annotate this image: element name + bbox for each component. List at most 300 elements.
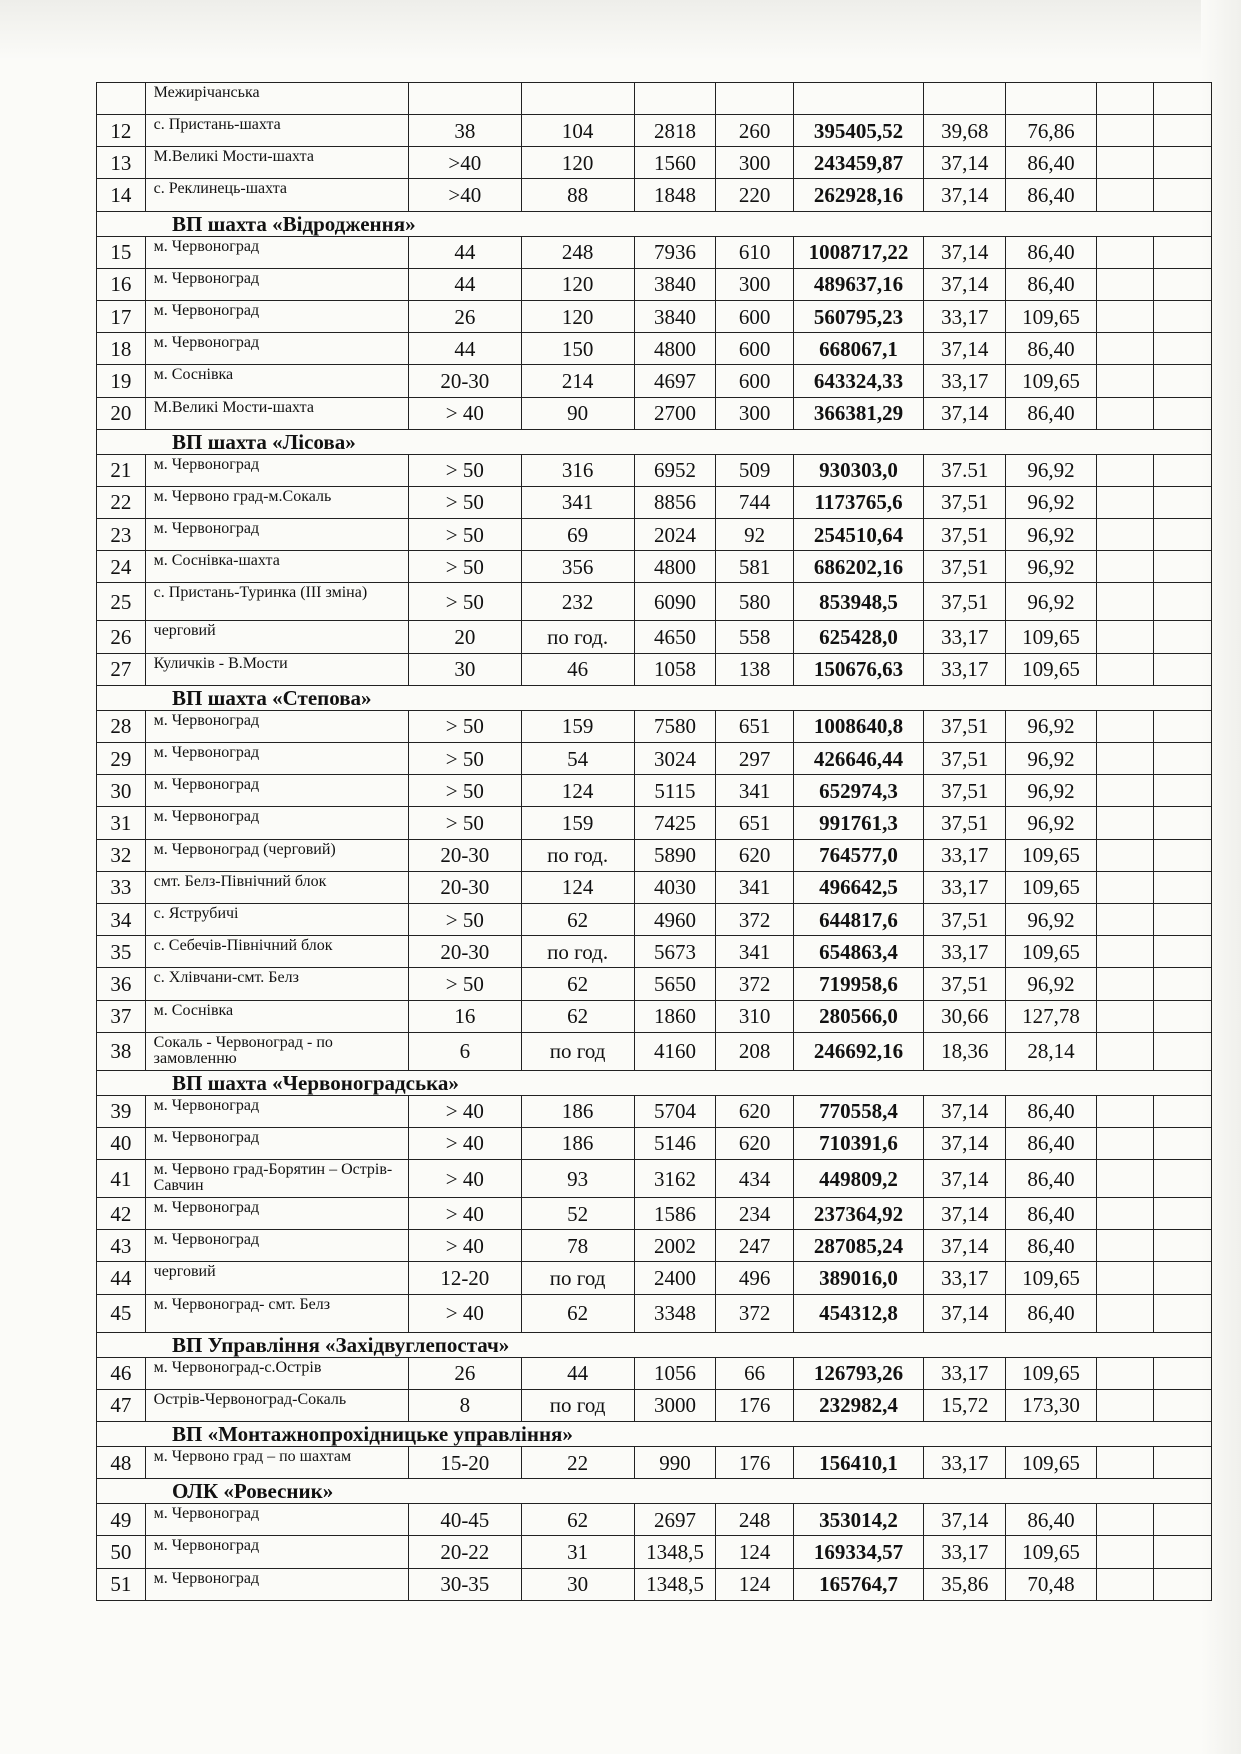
col-e-value: 15,72 [924,1389,1006,1421]
empty-cell [1154,839,1212,871]
amount-value: 254510,64 [793,519,924,551]
col-a-value: 20 [408,621,521,653]
empty-cell [1096,903,1154,935]
col-f-value: 86,40 [1006,236,1097,268]
col-a-value: 30-35 [408,1568,521,1600]
col-b-value: 62 [521,1294,634,1332]
col-a-value: > 40 [408,1198,521,1230]
empty-cell [1154,807,1212,839]
route-name: м. Червоноград [145,268,408,300]
empty-cell [1154,147,1212,179]
col-e-value: 37,14 [924,1127,1006,1159]
col-d-value: 341 [716,936,793,968]
col-f-value: 96,92 [1006,583,1097,621]
col-a-value: > 40 [408,1095,521,1127]
col-d-value: 600 [716,300,793,332]
col-a-value: 44 [408,268,521,300]
row-number: 30 [97,775,146,807]
col-b-value: 186 [521,1095,634,1127]
col-b-value: 159 [521,807,634,839]
empty-cell [1096,775,1154,807]
amount-value: 652974,3 [793,775,924,807]
table-row [97,1000,1212,1032]
col-a-value: 20-22 [408,1536,521,1568]
col-b-value: 62 [521,903,634,935]
amount-value: 262928,16 [793,179,924,211]
table-row [97,653,1212,685]
row-number: 38 [97,1032,146,1070]
row-number: 41 [97,1160,146,1198]
amount-value: 165764,7 [793,1568,924,1600]
col-b-value: по год [521,1389,634,1421]
table-row [97,179,1212,211]
col-e-value: 33,17 [924,1262,1006,1294]
col-a-value: > 50 [408,743,521,775]
col-b-value: 316 [521,454,634,486]
amount-value: 496642,5 [793,871,924,903]
col-c-value: 2400 [634,1262,716,1294]
route-name: с. Пристань-Туринка (III зміна) [145,583,408,621]
empty-cell [1096,236,1154,268]
col-c-value: 2818 [634,115,716,147]
table-row [97,871,1212,903]
col-f-value: 86,40 [1006,1504,1097,1536]
col-e-value: 33,17 [924,1447,1006,1479]
col-f-value: 109,65 [1006,839,1097,871]
col-d-value: 300 [716,268,793,300]
amount-value: 1008717,22 [793,236,924,268]
empty-cell [1154,1095,1212,1127]
col-c-value: 1860 [634,1000,716,1032]
col-f-value: 86,40 [1006,397,1097,429]
empty-cell [1096,1447,1154,1479]
col-a-value: 20-30 [408,365,521,397]
scan-shadow-top [0,0,1241,60]
col-e-value: 33,17 [924,653,1006,685]
col-f-value: 86,40 [1006,147,1097,179]
table-row [97,236,1212,268]
route-name: м. Червоноград (черговий) [145,839,408,871]
table-row [97,1032,1212,1070]
col-d-value: 744 [716,486,793,518]
col-e-value: 37,51 [924,903,1006,935]
col-f-value: 96,92 [1006,903,1097,935]
col-f-value: 127,78 [1006,1000,1097,1032]
empty-cell [1096,653,1154,685]
amount-value: 710391,6 [793,1127,924,1159]
table-row [97,147,1212,179]
row-number: 37 [97,1000,146,1032]
col-c-value: 5146 [634,1127,716,1159]
col-e-value: 37,14 [924,397,1006,429]
col-a-value: 20-30 [408,839,521,871]
empty-cell [1096,871,1154,903]
col-e-value: 37,51 [924,486,1006,518]
table-body [97,83,1212,1601]
row-number: 13 [97,147,146,179]
row-number: 27 [97,653,146,685]
col-a-value: 20-30 [408,871,521,903]
col-c-value: 1560 [634,147,716,179]
col-f-value: 109,65 [1006,365,1097,397]
col-d-value: 300 [716,147,793,179]
empty-cell [1154,397,1212,429]
row-number: 28 [97,710,146,742]
col-b-value: 150 [521,333,634,365]
table-row [97,1095,1212,1127]
row-number: 17 [97,300,146,332]
col-d-value: 558 [716,621,793,653]
table-row [97,333,1212,365]
table-row [97,454,1212,486]
amount-value: 232982,4 [793,1389,924,1421]
col-a-value: 15-20 [408,1447,521,1479]
row-number: 44 [97,1262,146,1294]
empty-cell [1154,1262,1212,1294]
amount-value: 449809,2 [793,1160,924,1198]
amount-value: 280566,0 [793,1000,924,1032]
row-number: 22 [97,486,146,518]
table-row [97,839,1212,871]
col-a-value: > 40 [408,1127,521,1159]
col-e-value: 37,14 [924,179,1006,211]
col-e-value: 37,51 [924,710,1006,742]
row-number: 42 [97,1198,146,1230]
col-e-value: 37.51 [924,454,1006,486]
col-b-value: по год [521,1032,634,1070]
col-b-value: 186 [521,1127,634,1159]
col-b-value: 104 [521,115,634,147]
row-number: 34 [97,903,146,935]
col-b-value: 62 [521,1504,634,1536]
col-e-value: 33,17 [924,936,1006,968]
col-c-value: 6090 [634,583,716,621]
col-c-value: 5673 [634,936,716,968]
empty-cell [1096,583,1154,621]
empty-cell [1096,1127,1154,1159]
amount-value: 489637,16 [793,268,924,300]
col-a-value: >40 [408,179,521,211]
amount-value: 237364,92 [793,1198,924,1230]
empty-cell [1096,1230,1154,1262]
empty-cell [1154,653,1212,685]
table-row [97,1357,1212,1389]
empty-cell [1154,1160,1212,1198]
col-b-value: 30 [521,1568,634,1600]
route-name: м. Червоноград [145,300,408,332]
col-a-value: > 50 [408,710,521,742]
row-number: 33 [97,871,146,903]
col-f-value: 70,48 [1006,1568,1097,1600]
empty-cell [1096,1198,1154,1230]
col-a-value: > 50 [408,454,521,486]
col-f-value: 109,65 [1006,936,1097,968]
table-row [97,1389,1212,1421]
row-number: 19 [97,365,146,397]
col-a-value: > 50 [408,807,521,839]
row-number: 49 [97,1504,146,1536]
col-c-value: 3000 [634,1389,716,1421]
table-row [97,1536,1212,1568]
col-c-value: 4697 [634,365,716,397]
col-f-value: 109,65 [1006,871,1097,903]
empty-cell [1154,775,1212,807]
empty-cell [1096,365,1154,397]
section-header-row [97,429,1212,454]
col-d-value: 66 [716,1357,793,1389]
col-d-value: 341 [716,775,793,807]
col-d-value: 248 [716,1504,793,1536]
row-number: 25 [97,583,146,621]
col-f-value: 109,65 [1006,621,1097,653]
col-f-value: 109,65 [1006,1447,1097,1479]
col-a-value: 8 [408,1389,521,1421]
col-b-value: 90 [521,397,634,429]
col-a-value: > 50 [408,968,521,1000]
col-b-value: 124 [521,871,634,903]
col-e-value: 37,14 [924,1095,1006,1127]
col-a-value: > 40 [408,397,521,429]
col-e-value: 37,51 [924,743,1006,775]
col-c-value: 7425 [634,807,716,839]
empty-cell [1154,1198,1212,1230]
col-b-value: 46 [521,653,634,685]
col-c-value: 1058 [634,653,716,685]
col-b-value: 52 [521,1198,634,1230]
col-e-value: 39,68 [924,115,1006,147]
empty-cell [1096,179,1154,211]
col-c-value: 4650 [634,621,716,653]
col-f-value: 86,40 [1006,1294,1097,1332]
amount-value: 668067,1 [793,333,924,365]
route-name: Острів-Червоноград-Сокаль [145,1389,408,1421]
section-title: ВП Управління «Західвуглепостач» [97,1332,1212,1357]
col-f-value: 96,92 [1006,551,1097,583]
empty-cell [1154,300,1212,332]
route-name: м. Червоноград [145,236,408,268]
empty-cell [1096,1357,1154,1389]
route-name: Сокаль - Червоноград - по замовленню [145,1032,408,1070]
route-name: черговий [145,1262,408,1294]
table-row [97,1262,1212,1294]
table-row [97,268,1212,300]
table-row [97,583,1212,621]
col-e-value: 37,51 [924,519,1006,551]
col-a-value: 38 [408,115,521,147]
section-title: ВП шахта «Відродження» [97,211,1212,236]
amount-value: 1173765,6 [793,486,924,518]
col-b-value: 214 [521,365,634,397]
row-number: 20 [97,397,146,429]
table-row [97,775,1212,807]
row-number: 26 [97,621,146,653]
empty-cell [1154,1357,1212,1389]
table-row [97,365,1212,397]
empty-cell [1096,621,1154,653]
section-header-row [97,1332,1212,1357]
amount-value: 643324,33 [793,365,924,397]
route-name: с. Себечів-Північний блок [145,936,408,968]
col-d-value: 234 [716,1198,793,1230]
col-b-value: 88 [521,179,634,211]
section-header-row [97,685,1212,710]
col-f-value: 86,40 [1006,1127,1097,1159]
empty-cell [1096,710,1154,742]
table-row [97,486,1212,518]
amount-value: 991761,3 [793,807,924,839]
col-a-value: 20-30 [408,936,521,968]
col-d-value: 124 [716,1568,793,1600]
row-number: 16 [97,268,146,300]
route-name: м. Червоно град-Борятин – Острів-Савчин [145,1160,408,1198]
col-d-value: 651 [716,710,793,742]
row-number: 43 [97,1230,146,1262]
empty-cell [1096,968,1154,1000]
empty-cell [1096,1262,1154,1294]
empty-cell [1096,454,1154,486]
col-d-value: 620 [716,1127,793,1159]
route-name: м. Червоно град-м.Сокаль [145,486,408,518]
amount-value: 243459,87 [793,147,924,179]
col-f-value: 109,65 [1006,1262,1097,1294]
col-f-value: 76,86 [1006,115,1097,147]
amount-value: 389016,0 [793,1262,924,1294]
col-f-value: 96,92 [1006,519,1097,551]
empty-cell [1154,583,1212,621]
col-e-value: 37,51 [924,775,1006,807]
route-name: с. Пристань-шахта [145,115,408,147]
col-d-value: 341 [716,871,793,903]
col-e-value: 37,14 [924,1504,1006,1536]
table-row [97,1294,1212,1332]
table-row [97,807,1212,839]
empty-cell [1154,1230,1212,1262]
empty-cell [1154,236,1212,268]
col-c-value: 3162 [634,1160,716,1198]
col-b-value: 232 [521,583,634,621]
empty-cell [1154,621,1212,653]
empty-cell [1154,743,1212,775]
route-name: м. Червоноград-с.Острів [145,1357,408,1389]
table-row [97,621,1212,653]
empty-cell [1154,1294,1212,1332]
table-row [97,1447,1212,1479]
col-d-value: 208 [716,1032,793,1070]
empty-cell [1154,936,1212,968]
col-a-value: 12-20 [408,1262,521,1294]
section-header-row [97,1070,1212,1095]
empty-cell [1096,743,1154,775]
empty-cell [1154,268,1212,300]
col-a-value: 44 [408,333,521,365]
col-a-value: > 50 [408,903,521,935]
col-f-value: 86,40 [1006,333,1097,365]
empty-cell [1096,1032,1154,1070]
empty-cell [1154,1000,1212,1032]
empty-cell [1154,519,1212,551]
col-b-value: 31 [521,1536,634,1568]
col-e-value: 37,51 [924,583,1006,621]
col-a-value: 26 [408,1357,521,1389]
col-e-value: 33,17 [924,1357,1006,1389]
row-number: 14 [97,179,146,211]
empty-cell [1154,333,1212,365]
col-d-value: 138 [716,653,793,685]
empty-cell [1096,1536,1154,1568]
route-name: м. Червоноград [145,454,408,486]
table-row [97,1198,1212,1230]
col-c-value: 3024 [634,743,716,775]
col-b-value: 22 [521,1447,634,1479]
col-b-value: 62 [521,968,634,1000]
col-c-value: 1348,5 [634,1536,716,1568]
table-row [97,1504,1212,1536]
amount-value: 366381,29 [793,397,924,429]
empty-cell [1154,710,1212,742]
col-a-value: > 40 [408,1160,521,1198]
empty-cell [1096,1294,1154,1332]
table-row [97,397,1212,429]
row-number: 51 [97,1568,146,1600]
route-name: м. Соснівка [145,1000,408,1032]
col-b-value: 341 [521,486,634,518]
route-name: м. Червоноград [145,775,408,807]
row-number: 50 [97,1536,146,1568]
empty-cell [1154,871,1212,903]
col-c-value: 2002 [634,1230,716,1262]
col-a-value: > 40 [408,1294,521,1332]
col-b-value: 120 [521,300,634,332]
empty-cell [1154,1032,1212,1070]
row-number: 32 [97,839,146,871]
col-b-value: 248 [521,236,634,268]
col-e-value: 37,14 [924,236,1006,268]
col-c-value: 6952 [634,454,716,486]
empty-cell [1154,968,1212,1000]
col-c-value: 990 [634,1447,716,1479]
col-d-value: 610 [716,236,793,268]
route-name: черговий [145,621,408,653]
col-e-value: 30,66 [924,1000,1006,1032]
table-row [97,115,1212,147]
col-c-value: 8856 [634,486,716,518]
col-d-value: 651 [716,807,793,839]
col-c-value: 3840 [634,268,716,300]
col-d-value: 247 [716,1230,793,1262]
col-e-value: 37,14 [924,333,1006,365]
col-d-value: 220 [716,179,793,211]
col-f-value: 109,65 [1006,1357,1097,1389]
route-name: м. Червоноград [145,519,408,551]
col-e-value: 37,51 [924,551,1006,583]
col-a-value: 30 [408,653,521,685]
row-number: 12 [97,115,146,147]
route-name: м. Червоноград [145,1095,408,1127]
empty-cell [1096,936,1154,968]
amount-value: 353014,2 [793,1504,924,1536]
amount-value: 654863,4 [793,936,924,968]
amount-value: 426646,44 [793,743,924,775]
col-c-value: 5704 [634,1095,716,1127]
row-number: 45 [97,1294,146,1332]
col-d-value: 372 [716,1294,793,1332]
col-c-value: 4030 [634,871,716,903]
table-row [97,968,1212,1000]
route-name: м. Червоноград [145,1568,408,1600]
col-c-value: 3348 [634,1294,716,1332]
section-title: ВП шахта «Лісова» [97,429,1212,454]
row-number: 18 [97,333,146,365]
